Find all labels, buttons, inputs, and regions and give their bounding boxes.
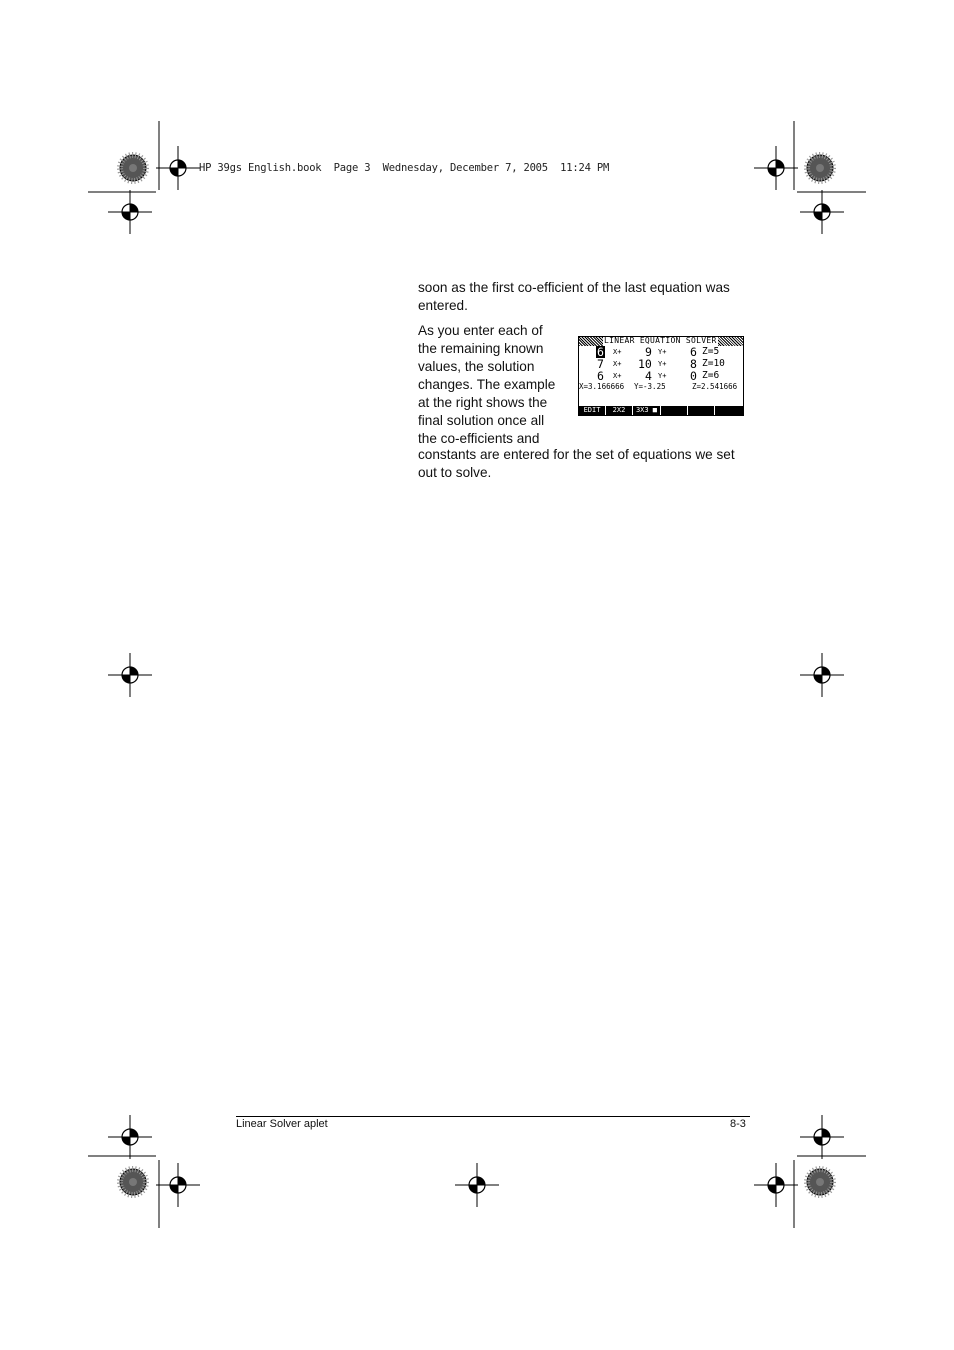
x-label: X+ bbox=[613, 360, 622, 368]
paragraph-2-continued bbox=[418, 446, 748, 482]
text-line: the remaining known bbox=[418, 341, 544, 356]
equation-row bbox=[579, 370, 743, 382]
solution-z: Z=2.541666 bbox=[692, 382, 738, 391]
x-label: X+ bbox=[613, 372, 622, 380]
text-line: out to solve. bbox=[418, 465, 492, 480]
paragraph-1 bbox=[418, 279, 748, 315]
text-line: constants are entered for the set of equations we set bbox=[418, 447, 735, 462]
text-line: As you enter each of bbox=[418, 323, 543, 338]
footer-section-title: Linear Solver aplet bbox=[236, 1118, 328, 1130]
softkey-3x3: 3X3 ■ bbox=[633, 406, 661, 415]
softkey-empty bbox=[661, 406, 688, 415]
constant: 0 bbox=[690, 369, 697, 383]
text-line: final solution once all bbox=[418, 413, 545, 428]
text-line: changes. The example bbox=[418, 377, 556, 392]
footer-rule bbox=[236, 1116, 750, 1117]
text-line: soon as the first co-efficient of the last equation was bbox=[418, 280, 730, 295]
solution-x: X=3.166666 bbox=[579, 382, 625, 391]
y-label: Y+ bbox=[658, 372, 667, 380]
solution-y: Y=-3.25 bbox=[634, 382, 666, 391]
softkey-bar bbox=[579, 406, 743, 415]
screen-title: LINEAR EQUATION SOLVER bbox=[604, 336, 717, 345]
constant: 8 bbox=[690, 357, 697, 371]
solution-label: Z=10 bbox=[702, 358, 725, 369]
coefficient-b: 10 bbox=[638, 357, 652, 371]
text-line: values, the solution bbox=[418, 359, 535, 374]
y-label: Y+ bbox=[658, 360, 667, 368]
text-line: the co-efficients and bbox=[418, 431, 540, 446]
text-line: at the right shows the bbox=[418, 395, 548, 410]
softkey-empty bbox=[715, 406, 742, 415]
coefficient-a: 6 bbox=[597, 345, 604, 359]
coefficient-a: 7 bbox=[597, 357, 604, 371]
y-label: Y+ bbox=[658, 348, 667, 356]
coefficient-a: 6 bbox=[597, 369, 604, 383]
running-head: HP 39gs English.book Page 3 Wednesday, December 7, 2005 11:24 PM bbox=[199, 162, 610, 174]
softkey-2x2: 2X2 bbox=[606, 406, 633, 415]
coefficient-b: 4 bbox=[645, 369, 652, 383]
text-line: entered. bbox=[418, 298, 468, 313]
softkey-edit: EDIT bbox=[579, 406, 606, 415]
constant: 6 bbox=[690, 345, 697, 359]
x-label: X+ bbox=[613, 348, 622, 356]
coefficient-b: 9 bbox=[645, 345, 652, 359]
footer-page-number: 8-3 bbox=[730, 1118, 746, 1130]
paragraph-2 bbox=[418, 322, 568, 448]
calculator-screen-figure bbox=[578, 336, 744, 416]
solution-label: Z=6 bbox=[702, 370, 720, 381]
softkey-empty bbox=[688, 406, 715, 415]
solution-label: Z=5 bbox=[702, 346, 720, 357]
